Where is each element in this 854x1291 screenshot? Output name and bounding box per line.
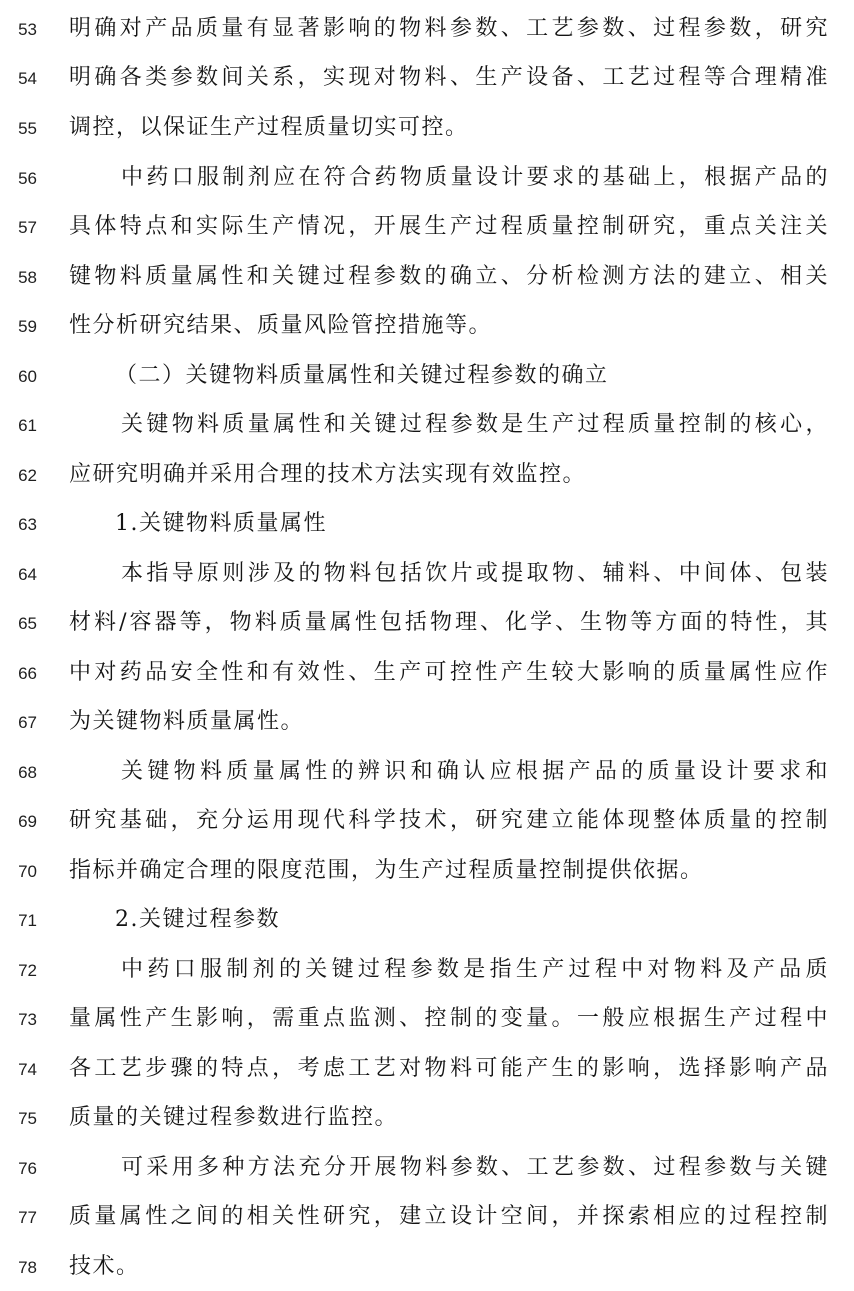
line-text: 可采用多种方法充分开展物料参数、工艺参数、过程参数与关键 [121, 1155, 829, 1180]
line-number: 56 [18, 169, 37, 188]
line-text: 本指导原则涉及的物料包括饮片或提取物、辅料、中间体、包装 [121, 561, 829, 586]
line-65 [0, 605, 854, 641]
line-61 [0, 407, 854, 443]
line-78 [0, 1249, 854, 1285]
line-number: 75 [18, 1109, 37, 1128]
line-text: 各工艺步骤的特点，考虑工艺对物料可能产生的影响，选择影响产品 [69, 1056, 829, 1081]
line-number: 53 [18, 20, 37, 39]
line-number: 66 [18, 664, 37, 683]
line-text: 性分析研究结果、质量风险管控措施等。 [69, 313, 493, 338]
line-56 [0, 160, 854, 196]
line-text: 应研究明确并采用合理的技术方法实现有效监控。 [69, 462, 587, 487]
line-text: 具体特点和实际生产情况，开展生产过程质量控制研究，重点关注关 [69, 214, 829, 239]
line-63 [0, 506, 854, 542]
line-number: 73 [18, 1010, 37, 1029]
section-heading: （二）关键物料质量属性和关键过程参数的确立 [115, 363, 609, 388]
line-text: 关键物料质量属性的辨识和确认应根据产品的质量设计要求和 [121, 759, 829, 784]
line-69 [0, 803, 854, 839]
line-text: 量属性产生影响，需重点监测、控制的变量。一般应根据生产过程中 [69, 1006, 829, 1031]
line-67 [0, 704, 854, 740]
line-number: 76 [18, 1159, 37, 1178]
line-55 [0, 110, 854, 146]
line-72 [0, 952, 854, 988]
line-62 [0, 457, 854, 493]
line-text: 中药口服制剂的关键过程参数是指生产过程中对物料及产品质 [121, 957, 829, 982]
line-number: 77 [18, 1208, 37, 1227]
line-70 [0, 853, 854, 889]
line-number: 74 [18, 1060, 37, 1079]
line-number: 71 [18, 911, 37, 930]
line-text: 技术。 [69, 1254, 140, 1279]
line-number: 65 [18, 614, 37, 633]
line-text: 明确对产品质量有显著影响的物料参数、工艺参数、过程参数，研究 [69, 16, 829, 41]
line-number: 62 [18, 466, 37, 485]
line-text: 中对药品安全性和有效性、生产可控性产生较大影响的质量属性应作 [69, 660, 829, 685]
line-76 [0, 1150, 854, 1186]
line-number: 69 [18, 812, 37, 831]
line-73 [0, 1001, 854, 1037]
line-number: 59 [18, 317, 37, 336]
line-number: 67 [18, 713, 37, 732]
line-number: 58 [18, 268, 37, 287]
line-number: 57 [18, 218, 37, 237]
line-number: 54 [18, 69, 37, 88]
line-number: 60 [18, 367, 37, 386]
line-text: 为关键物料质量属性。 [69, 709, 305, 734]
line-75 [0, 1100, 854, 1136]
subsection-heading: 1.关键物料质量属性 [115, 511, 327, 536]
line-number: 78 [18, 1258, 37, 1277]
line-66 [0, 655, 854, 691]
line-number: 61 [18, 416, 37, 435]
line-text: 关键物料质量属性和关键过程参数是生产过程质量控制的核心， [121, 412, 829, 437]
line-text: 质量属性之间的相关性研究，建立设计空间，并探索相应的过程控制 [69, 1204, 829, 1229]
line-text: 键物料质量属性和关键过程参数的确立、分析检测方法的建立、相关 [69, 264, 829, 289]
line-text: 材料/容器等，物料质量属性包括物理、化学、生物等方面的特性，其 [69, 610, 829, 635]
line-number: 70 [18, 862, 37, 881]
line-57 [0, 209, 854, 245]
line-number: 55 [18, 119, 37, 138]
line-54 [0, 60, 854, 96]
line-64 [0, 556, 854, 592]
line-number: 64 [18, 565, 37, 584]
line-74 [0, 1051, 854, 1087]
line-60 [0, 358, 854, 394]
line-59 [0, 308, 854, 344]
line-number: 63 [18, 515, 37, 534]
line-number: 72 [18, 961, 37, 980]
line-68 [0, 754, 854, 790]
line-77 [0, 1199, 854, 1235]
line-text: 研究基础，充分运用现代科学技术，研究建立能体现整体质量的控制 [69, 808, 829, 833]
line-text: 指标并确定合理的限度范围，为生产过程质量控制提供依据。 [69, 858, 704, 883]
line-text: 质量的关键过程参数进行监控。 [69, 1105, 399, 1130]
line-text: 调控，以保证生产过程质量切实可控。 [69, 115, 469, 140]
line-number: 68 [18, 763, 37, 782]
subsection-heading: 2.关键过程参数 [115, 907, 280, 932]
line-text: 中药口服制剂应在符合药物质量设计要求的基础上，根据产品的 [121, 165, 829, 190]
line-53 [0, 11, 854, 47]
line-58 [0, 259, 854, 295]
line-71 [0, 902, 854, 938]
line-text: 明确各类参数间关系，实现对物料、生产设备、工艺过程等合理精准 [69, 65, 829, 90]
